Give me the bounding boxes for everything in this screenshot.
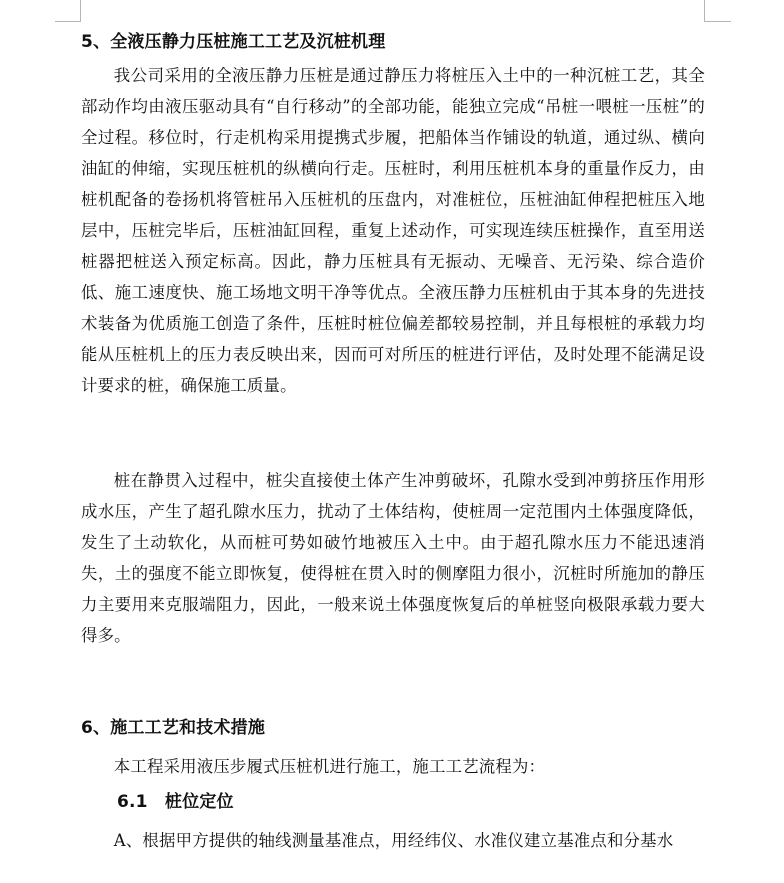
page-corner-mark-right (705, 21, 731, 22)
paragraph-6-intro: 本工程采用液压步履式压桩机进行施工，施工工艺流程为： (113, 757, 546, 776)
subsection-heading-6-1: 6.1 桩位定位 (117, 792, 234, 812)
section-heading-5: 5、全液压静力压桩施工工艺及沉桩机理 (81, 32, 386, 52)
page-margin-mark-right (704, 0, 705, 22)
document-body (81, 27, 705, 861)
paragraph-6-1-a: A、根据甲方提供的轴线测量基准点，用经纬仪、水准仪建立基准点和分基水 (113, 831, 674, 850)
paragraph-5-1: 我公司采用的全液压静力压桩是通过静压力将桩压入土中的一种沉桩工艺，其全部动作均由液压驱动具有“自行移动”的全部功能，能独立完成“吊桩一喂桩一压桩”的全过程。移位时，行走机构采用提携式步履，把船体当作铺设的轨道，通过纵、横向油缸的伸缩，实现压桩机的纵横向行走。压桩时，利用压桩机本身的重量作反力，由桩机配备的卷扬机将管桩吊入压桩机的压盘内，对准桩位，压桩油缸伸程把桩压入地层中，压桩完毕后，压桩油缸回程，重复上述动作，可实现连续压桩操作，直至用送桩器把桩送入预定标高。因此，静力压桩具有无振动、无噪音、无污染、综合造价低、施工速度快、施工场地文明干净等优点。全液压静力压桩机由于其本身的先进技术装备为优质施工创造了条件，压桩时桩位偏差都较易控制，并且每根桩的承载力均能从压桩机上的压力表反映出来，因而可对所压的桩进行评估，及时处理不能满足设计要求的桩，确保施工质量。 (81, 66, 705, 395)
section-heading-6: 6、施工工艺和技术措施 (81, 718, 266, 738)
paragraph-5-2: 桩在静贯入过程中，桩尖直接使土体产生冲剪破坏，孔隙水受到冲剪挤压作用形成水压，产生了超孔隙水压力，扰动了土体结构，使桩周一定范围内土体强度降低，发生了土动软化，从而桩可势如破竹地被压入土中。由于超孔隙水压力不能迅速消失，土的强度不能立即恢复，使得桩在贯入时的侧摩阻力很小，沉桩时所施加的静压力主要用来克服端阻力，因此，一般来说土体强度恢复后的单桩竖向极限承载力要大得多。 (81, 471, 705, 645)
page-margin-mark-left (80, 0, 81, 22)
page-corner-mark-left (55, 21, 81, 22)
